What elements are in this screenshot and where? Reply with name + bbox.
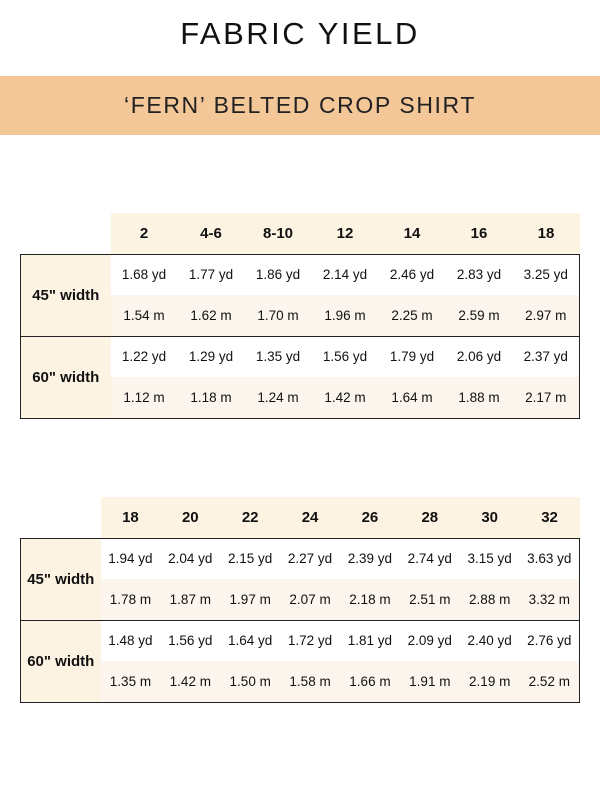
yield-cell: 1.79 yd	[379, 336, 446, 377]
yield-cell: 3.25 yd	[513, 254, 580, 295]
yield-cell: 2.04 yd	[160, 538, 220, 579]
yield-cell: 1.42 m	[160, 661, 220, 702]
yield-cell: 1.66 m	[340, 661, 400, 702]
size-header-row	[21, 497, 580, 538]
yield-cell: 1.62 m	[178, 295, 245, 336]
yield-cell: 2.18 m	[340, 579, 400, 620]
row-label-45-width: 45" width	[21, 254, 111, 336]
yield-cell: 2.17 m	[513, 377, 580, 418]
yield-cell: 2.39 yd	[340, 538, 400, 579]
size-header: 18	[101, 497, 161, 538]
size-header-row	[21, 213, 580, 254]
table-row-45-yd	[21, 254, 580, 295]
yield-cell: 3.32 m	[520, 579, 580, 620]
yield-cell: 2.27 yd	[280, 538, 340, 579]
yield-cell: 1.42 m	[312, 377, 379, 418]
yield-cell: 2.07 m	[280, 579, 340, 620]
yield-cell: 2.06 yd	[446, 336, 513, 377]
size-header: 20	[160, 497, 220, 538]
yield-cell: 1.78 m	[101, 579, 161, 620]
yield-cell: 1.81 yd	[340, 620, 400, 661]
size-header: 30	[460, 497, 520, 538]
yield-cell: 2.40 yd	[460, 620, 520, 661]
yield-cell: 1.56 yd	[312, 336, 379, 377]
size-header: 26	[340, 497, 400, 538]
yield-cell: 1.35 m	[101, 661, 161, 702]
yield-cell: 2.51 m	[400, 579, 460, 620]
yield-cell: 1.96 m	[312, 295, 379, 336]
yield-cell: 2.19 m	[460, 661, 520, 702]
yield-cell: 2.37 yd	[513, 336, 580, 377]
yield-cell: 2.59 m	[446, 295, 513, 336]
yield-table-small-sizes	[20, 213, 580, 419]
yield-cell: 1.88 m	[446, 377, 513, 418]
size-header: 32	[520, 497, 580, 538]
table-row-45-m	[21, 579, 580, 620]
yield-cell: 1.97 m	[220, 579, 280, 620]
yield-cell: 1.86 yd	[245, 254, 312, 295]
yield-table-large-sizes	[20, 497, 580, 703]
yield-cell: 3.63 yd	[520, 538, 580, 579]
yield-cell: 2.88 m	[460, 579, 520, 620]
yield-cell: 1.77 yd	[178, 254, 245, 295]
yield-cell: 1.18 m	[178, 377, 245, 418]
yield-cell: 2.15 yd	[220, 538, 280, 579]
yield-cell: 2.52 m	[520, 661, 580, 702]
pattern-name: ‘FERN’ BELTED CROP SHIRT	[124, 92, 476, 118]
yield-cell: 1.12 m	[111, 377, 178, 418]
table-row-60-yd	[21, 336, 580, 377]
yield-cell: 2.14 yd	[312, 254, 379, 295]
table-row-45-yd	[21, 538, 580, 579]
yield-cell: 2.74 yd	[400, 538, 460, 579]
yield-cell: 2.97 m	[513, 295, 580, 336]
yield-cell: 2.76 yd	[520, 620, 580, 661]
yield-cell: 1.24 m	[245, 377, 312, 418]
yield-cell: 1.64 m	[379, 377, 446, 418]
yield-cell: 2.09 yd	[400, 620, 460, 661]
yield-cell: 2.83 yd	[446, 254, 513, 295]
page-title: FABRIC YIELD	[180, 16, 420, 51]
yield-cell: 1.87 m	[160, 579, 220, 620]
size-header: 18	[513, 213, 580, 254]
yield-cell: 1.91 m	[400, 661, 460, 702]
size-header: 28	[400, 497, 460, 538]
yield-cell: 1.35 yd	[245, 336, 312, 377]
yield-cell: 1.54 m	[111, 295, 178, 336]
yield-cell: 1.94 yd	[101, 538, 161, 579]
yield-cell: 1.68 yd	[111, 254, 178, 295]
size-header: 12	[312, 213, 379, 254]
row-label-45-width: 45" width	[21, 538, 101, 620]
header-corner	[21, 213, 111, 254]
size-header: 8-10	[245, 213, 312, 254]
yield-cell: 2.25 m	[379, 295, 446, 336]
size-header: 2	[111, 213, 178, 254]
yield-cell: 1.58 m	[280, 661, 340, 702]
yield-cell: 3.15 yd	[460, 538, 520, 579]
row-label-60-width: 60" width	[21, 620, 101, 702]
row-label-60-width: 60" width	[21, 336, 111, 418]
table-row-60-m	[21, 661, 580, 702]
yield-cell: 1.22 yd	[111, 336, 178, 377]
pattern-name-banner	[0, 76, 600, 135]
yield-cell: 1.48 yd	[101, 620, 161, 661]
yield-cell: 1.64 yd	[220, 620, 280, 661]
yield-cell: 1.56 yd	[160, 620, 220, 661]
size-header: 22	[220, 497, 280, 538]
yield-cell: 1.72 yd	[280, 620, 340, 661]
size-header: 24	[280, 497, 340, 538]
size-header: 4-6	[178, 213, 245, 254]
yield-cell: 1.70 m	[245, 295, 312, 336]
yield-cell: 1.50 m	[220, 661, 280, 702]
header-corner	[21, 497, 101, 538]
size-header: 16	[446, 213, 513, 254]
size-header: 14	[379, 213, 446, 254]
yield-cell: 2.46 yd	[379, 254, 446, 295]
yield-cell: 1.29 yd	[178, 336, 245, 377]
table-row-60-yd	[21, 620, 580, 661]
